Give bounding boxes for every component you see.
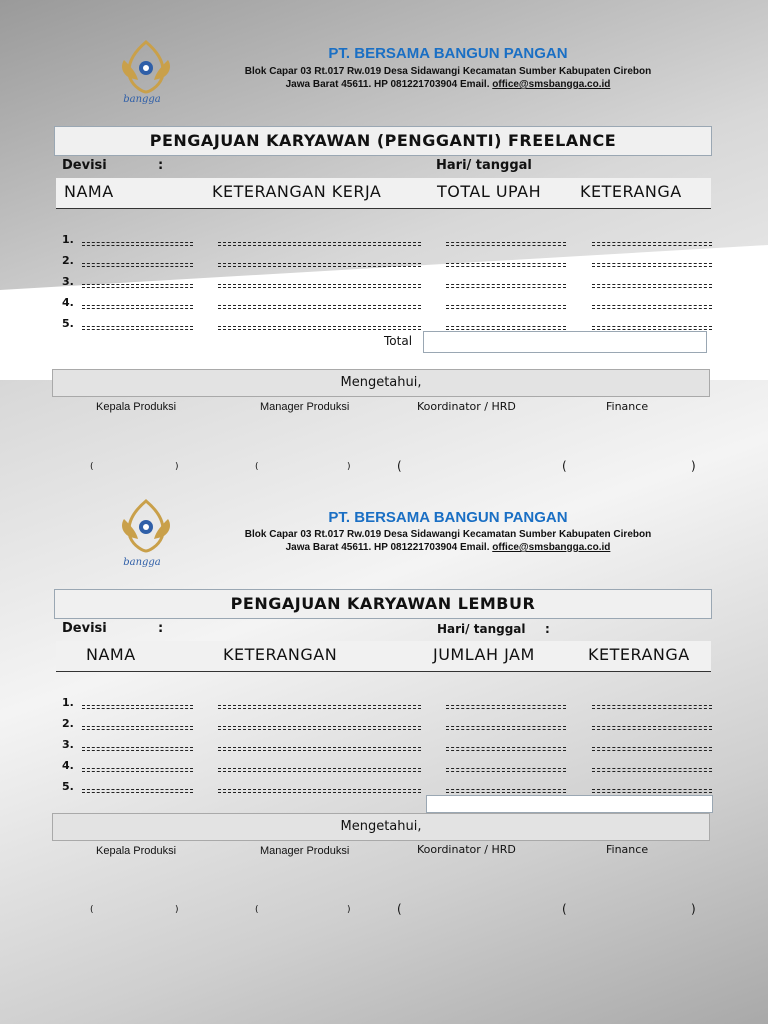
entry-field[interactable]	[592, 242, 712, 243]
entry-field[interactable]	[218, 705, 421, 706]
entry-field[interactable]	[82, 726, 193, 727]
header-nama: NAMA	[64, 182, 114, 201]
header-keterangan-2: KETERANGA	[588, 645, 690, 664]
entry-field-underline	[592, 792, 712, 793]
entry-field-underline	[446, 266, 566, 267]
form-title: PENGAJUAN KARYAWAN (PENGGANTI) FREELANCE	[54, 126, 712, 156]
row-number: 2.	[62, 717, 74, 730]
entry-field-underline	[446, 792, 566, 793]
entry-field[interactable]	[592, 747, 712, 748]
entry-field-underline	[82, 287, 193, 288]
entry-field[interactable]	[82, 305, 193, 306]
acknowledge-bar: Mengetahui,	[52, 369, 710, 397]
entry-field-underline	[592, 266, 712, 267]
entry-field[interactable]	[446, 747, 566, 748]
entry-field-underline	[82, 771, 193, 772]
signer-kepala-produksi: Kepala Produksi	[96, 401, 177, 413]
entry-field[interactable]	[82, 284, 193, 285]
entry-field[interactable]	[82, 768, 193, 769]
signature-bracket-close: )	[691, 902, 696, 916]
row-number: 1.	[62, 696, 74, 709]
entry-field-underline	[218, 729, 421, 730]
signature-bracket-open: (	[397, 902, 402, 916]
entry-field[interactable]	[446, 768, 566, 769]
entry-field-underline	[446, 750, 566, 751]
entry-field-underline	[446, 329, 566, 330]
form-title: PENGAJUAN KARYAWAN LEMBUR	[54, 589, 712, 619]
entry-field[interactable]	[446, 242, 566, 243]
entry-field-underline	[446, 771, 566, 772]
entry-field[interactable]	[82, 263, 193, 264]
table-header	[56, 641, 711, 672]
entry-field[interactable]	[218, 747, 421, 748]
email-link[interactable]: office@smsbangga.co.id	[492, 542, 611, 553]
entry-field-underline	[82, 729, 193, 730]
header-jumlah-jam: JUMLAH JAM	[433, 645, 535, 664]
entry-field-underline	[592, 245, 712, 246]
entry-field[interactable]	[446, 705, 566, 706]
entry-field[interactable]	[592, 305, 712, 306]
header-nama: NAMA	[86, 645, 136, 664]
signature-bracket-close: )	[175, 462, 179, 472]
entry-field-underline	[446, 245, 566, 246]
devisi-label: Devisi	[62, 158, 107, 173]
header-keterangan: KETERANGA	[580, 182, 682, 201]
entry-field[interactable]	[592, 726, 712, 727]
entry-field[interactable]	[446, 789, 566, 790]
company-name: PT. BERSAMA BANGUN PANGAN	[328, 509, 568, 526]
entry-field-underline	[82, 750, 193, 751]
signer-koordinator-hrd: Koordinator / HRD	[417, 843, 516, 856]
devisi-label: Devisi	[62, 621, 107, 636]
signature-bracket-close: )	[691, 459, 696, 473]
entry-field[interactable]	[592, 326, 712, 327]
total-field[interactable]	[423, 331, 707, 353]
entry-field-underline	[592, 771, 712, 772]
address-line-2	[198, 78, 698, 91]
signer-koordinator-hrd: Koordinator / HRD	[417, 400, 516, 413]
entry-field[interactable]	[446, 326, 566, 327]
signature-bracket-open: (	[255, 462, 259, 472]
entry-field[interactable]	[82, 789, 193, 790]
entry-field-underline	[218, 708, 421, 709]
entry-field-underline	[218, 266, 421, 267]
company-address	[198, 65, 698, 91]
signer-finance: Finance	[606, 400, 649, 413]
date-label: Hari/ tanggal	[437, 622, 526, 636]
logo-text: bangga	[123, 94, 161, 105]
entry-field[interactable]	[592, 263, 712, 264]
row-number: 5.	[62, 317, 74, 330]
entry-field-underline	[82, 308, 193, 309]
company-address	[198, 528, 698, 554]
entry-field-underline	[592, 287, 712, 288]
table-header	[56, 178, 711, 209]
entry-field-underline	[82, 329, 193, 330]
address-contact: Jawa Barat 45611. HP 081221703904 Email.	[285, 79, 490, 90]
signature-bracket-close: )	[347, 462, 351, 472]
acknowledge-bar: Mengetahui,	[52, 813, 710, 841]
signer-manager-produksi: Manager Produksi	[260, 845, 350, 857]
address-line-1: Blok Capar 03 Rt.017 Rw.019 Desa Sidawangi Kecamatan Sumber Kabupaten Cirebon	[244, 66, 652, 77]
entry-field-underline	[82, 792, 193, 793]
entry-field-underline	[446, 729, 566, 730]
row-number: 4.	[62, 759, 74, 772]
entry-field[interactable]	[592, 284, 712, 285]
signer-kepala-produksi: Kepala Produksi	[96, 845, 177, 857]
entry-field[interactable]	[82, 705, 193, 706]
signature-bracket-open: (	[90, 905, 94, 915]
date-label: Hari/ tanggal	[436, 158, 532, 173]
entry-field[interactable]	[218, 326, 421, 327]
devisi-colon: :	[158, 158, 164, 173]
entry-field-underline	[218, 329, 421, 330]
header-total-upah: TOTAL UPAH	[437, 182, 542, 201]
row-number: 3.	[62, 738, 74, 751]
entry-field[interactable]	[592, 705, 712, 706]
entry-field[interactable]	[218, 768, 421, 769]
entry-field[interactable]	[592, 789, 712, 790]
entry-field-underline	[82, 245, 193, 246]
entry-field[interactable]	[218, 726, 421, 727]
total-field[interactable]	[426, 795, 713, 813]
signature-bracket-open: (	[562, 902, 567, 916]
header-keterangan: KETERANGAN	[223, 645, 338, 664]
entry-field[interactable]	[82, 242, 193, 243]
company-name: PT. BERSAMA BANGUN PANGAN	[328, 45, 568, 62]
signature-bracket-close: )	[347, 905, 351, 915]
total-label: Total	[384, 334, 413, 348]
entry-field-underline	[592, 329, 712, 330]
entry-field-underline	[446, 287, 566, 288]
entry-field-underline	[446, 308, 566, 309]
entry-field[interactable]	[218, 284, 421, 285]
address-line-1: Blok Capar 03 Rt.017 Rw.019 Desa Sidawangi Kecamatan Sumber Kabupaten Cirebon	[244, 529, 652, 540]
row-number: 4.	[62, 296, 74, 309]
address-line-2	[198, 541, 698, 554]
entry-field-underline	[592, 729, 712, 730]
entry-field[interactable]	[446, 726, 566, 727]
entry-field-underline	[218, 287, 421, 288]
entry-field-underline	[218, 771, 421, 772]
entry-field[interactable]	[592, 768, 712, 769]
row-number: 3.	[62, 275, 74, 288]
entry-field-underline	[446, 708, 566, 709]
entry-field-underline	[218, 308, 421, 309]
entry-field-underline	[218, 245, 421, 246]
devisi-colon: :	[158, 621, 164, 636]
entry-field-underline	[592, 308, 712, 309]
entry-field[interactable]	[446, 305, 566, 306]
signer-manager-produksi: Manager Produksi	[260, 401, 350, 413]
entry-field-underline	[592, 750, 712, 751]
entry-field[interactable]	[446, 284, 566, 285]
entry-field[interactable]	[446, 263, 566, 264]
row-number: 1.	[62, 233, 74, 246]
entry-field[interactable]	[218, 263, 421, 264]
signature-bracket-close: )	[175, 905, 179, 915]
row-number: 2.	[62, 254, 74, 267]
address-contact: Jawa Barat 45611. HP 081221703904 Email.	[285, 542, 490, 553]
logo-text: bangga	[123, 557, 161, 568]
signer-finance: Finance	[606, 843, 649, 856]
header-keterangan-kerja: KETERANGAN KERJA	[212, 182, 382, 201]
entry-field-underline	[218, 792, 421, 793]
signature-bracket-open: (	[255, 905, 259, 915]
email-link[interactable]: office@smsbangga.co.id	[492, 79, 611, 90]
row-number: 5.	[62, 780, 74, 793]
entry-field-underline	[592, 708, 712, 709]
date-colon: :	[545, 622, 550, 636]
entry-field[interactable]	[218, 305, 421, 306]
entry-field[interactable]	[82, 326, 193, 327]
entry-field-underline	[218, 750, 421, 751]
entry-field[interactable]	[218, 789, 421, 790]
entry-field-underline	[82, 708, 193, 709]
signature-bracket-open: (	[90, 462, 94, 472]
signature-bracket-open: (	[397, 459, 402, 473]
entry-field[interactable]	[218, 242, 421, 243]
entry-field-underline	[82, 266, 193, 267]
signature-bracket-open: (	[562, 459, 567, 473]
entry-field[interactable]	[82, 747, 193, 748]
